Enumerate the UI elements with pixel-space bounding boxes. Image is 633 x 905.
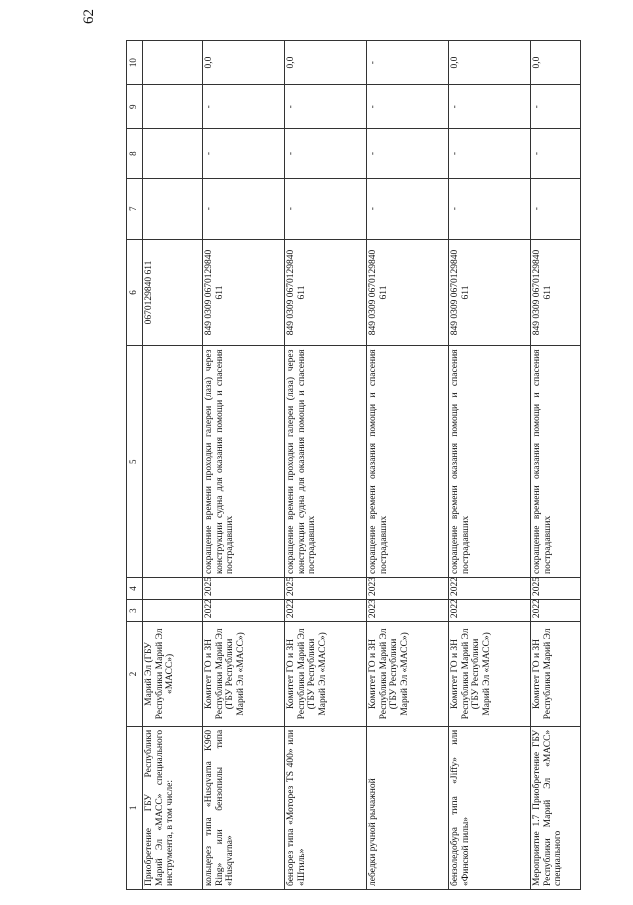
cell-end: 2023 (367, 578, 449, 600)
cell-start: 2023 (367, 600, 449, 622)
rotated-table-inner (126, 40, 626, 890)
cell-executor: Комитет ГО и ЗН Республики Марий Эл (ГБУ Республики Марий Эл «МАСС») (449, 622, 531, 727)
cell-end: 2022 (449, 578, 531, 600)
cell-result: сокращение времени оказания помощи и спасения пострадавших (531, 346, 581, 578)
col-header: 2 (127, 622, 143, 727)
cell-8 (143, 129, 203, 179)
table-row (285, 41, 367, 890)
cell-measure: бензоледобура типа «Jiffy» или «Финской пилы» (449, 726, 531, 889)
cell-code: 849 0309 0670129840 611 (367, 239, 449, 346)
cell-7: - (367, 178, 449, 239)
cell-result (143, 346, 203, 578)
cell-8: - (531, 129, 581, 179)
col-header: 3 (127, 600, 143, 622)
cell-10: 0,0 (203, 41, 285, 85)
cell-result: сокращение времени проходки галереи (лаза) через конструкции судна для оказания помощи и спасения пострадавших (203, 346, 285, 578)
cell-executor: Марий Эл (ГБУ Республики Марий Эл «МАСС») (143, 622, 203, 727)
cell-10: - (367, 41, 449, 85)
table-row (531, 41, 581, 890)
col-header: 9 (127, 85, 143, 129)
cell-end: 2025 (203, 578, 285, 600)
cell-end: 2025 (531, 578, 581, 600)
header-row (127, 41, 143, 890)
cell-9: - (367, 85, 449, 129)
cell-7: - (285, 178, 367, 239)
cell-start: 2022 (449, 600, 531, 622)
cell-measure: кольцерез типа «Husqvarna K960 Ring» или бензопилы типа «Husqvarna» (203, 726, 285, 889)
col-header: 5 (127, 346, 143, 578)
cell-result: сокращение времени оказания помощи и спасения пострадавших (449, 346, 531, 578)
cell-9: - (203, 85, 285, 129)
table-row (367, 41, 449, 890)
cell-measure: бензорез типа «Моторез TS 400» или «Штиль» (285, 726, 367, 889)
table-row (203, 41, 285, 890)
cell-code: 849 0309 0670129840 611 (285, 239, 367, 346)
cell-result: сокращение времени проходки галереи (лаза) через конструкции судна для оказания помощи и спасения пострадавших (285, 346, 367, 578)
cell-7 (143, 178, 203, 239)
cell-10: 0,0 (531, 41, 581, 85)
cell-10: 0,0 (449, 41, 531, 85)
cell-measure: лебедки ручной рычажной (367, 726, 449, 889)
col-header: 6 (127, 239, 143, 346)
cell-8: - (449, 129, 531, 179)
col-header: 1 (127, 726, 143, 889)
cell-7: - (531, 178, 581, 239)
cell-start: 2022 (531, 600, 581, 622)
cell-end (143, 578, 203, 600)
col-header: 10 (127, 41, 143, 85)
cell-9: - (531, 85, 581, 129)
cell-8: - (367, 129, 449, 179)
program-table (126, 40, 581, 890)
cell-8: - (285, 129, 367, 179)
page-number: 62 (81, 9, 97, 24)
cell-7: - (449, 178, 531, 239)
cell-executor: Комитет ГО и ЗН Республики Марий Эл (ГБУ Республики Марий Эл «МАСС») (203, 622, 285, 727)
table-row (449, 41, 531, 890)
table-row (143, 41, 203, 890)
cell-start: 2022 (203, 600, 285, 622)
col-header: 8 (127, 129, 143, 179)
cell-9: - (449, 85, 531, 129)
cell-7: - (203, 178, 285, 239)
cell-measure: Приобретение ГБУ Республики Марий Эл «МАСС» специального инструмента, в том числе: (143, 726, 203, 889)
cell-code: 849 0309 0670129840 611 (531, 239, 581, 346)
cell-start (143, 600, 203, 622)
cell-code: 849 0309 0670129840 611 (203, 239, 285, 346)
cell-9 (143, 85, 203, 129)
col-header: 4 (127, 578, 143, 600)
cell-10 (143, 41, 203, 85)
cell-end: 2025 (285, 578, 367, 600)
cell-start: 2022 (285, 600, 367, 622)
cell-measure: Мероприятие 1.7 Приобретение ГБУ Республики Марий Эл «МАСС» специального (531, 726, 581, 889)
cell-9: - (285, 85, 367, 129)
cell-executor: Комитет ГО и ЗН Республики Марий Эл (531, 622, 581, 727)
cell-executor: Комитет ГО и ЗН Республики Марий Эл (ГБУ Республики Марий Эл «МАСС») (285, 622, 367, 727)
cell-code: 0670129840 611 (143, 239, 203, 346)
cell-8: - (203, 129, 285, 179)
cell-code: 849 0309 0670129840 611 (449, 239, 531, 346)
cell-10: 0,0 (285, 41, 367, 85)
cell-executor: Комитет ГО и ЗН Республики Марий Эл (ГБУ Республики Марий Эл «МАСС») (367, 622, 449, 727)
cell-result: сокращение времени оказания помощи и спасения пострадавших (367, 346, 449, 578)
col-header: 7 (127, 178, 143, 239)
